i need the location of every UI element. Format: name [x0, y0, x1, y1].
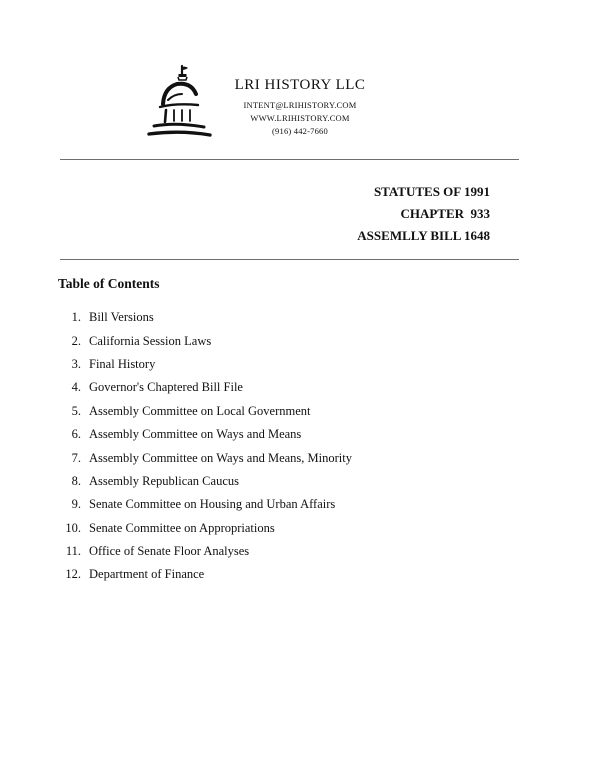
- toc-item-label: Bill Versions: [89, 310, 154, 325]
- toc-item-number: 2.: [71, 333, 81, 348]
- toc-item-label: Governor's Chaptered Bill File: [89, 380, 243, 395]
- top-divider: [60, 159, 519, 160]
- toc-item-number: 6.: [71, 427, 81, 442]
- toc-item-label: California Session Laws: [89, 333, 212, 348]
- toc-item: [60, 563, 352, 586]
- toc-item: [60, 517, 352, 540]
- toc-item-number: 9.: [71, 497, 81, 512]
- toc-item: [60, 493, 352, 516]
- toc-item-label: Senate Committee on Appropriations: [89, 520, 275, 535]
- company-name: LRI HISTORY LLC: [234, 77, 366, 93]
- toc-item-label: Assembly Committee on Local Government: [89, 403, 311, 418]
- toc-title: Table of Contents: [58, 276, 160, 291]
- toc-item-label: Assembly Committee on Ways and Means: [89, 427, 302, 442]
- toc-item-number: 3.: [71, 356, 81, 371]
- toc-item-number: 4.: [71, 380, 81, 395]
- toc-item-label: Assembly Committee on Ways and Means, Minority: [89, 450, 352, 465]
- toc-item: [60, 470, 352, 493]
- bottom-divider: [60, 259, 519, 260]
- toc-item-number: 7.: [71, 450, 81, 465]
- company-email: INTENT@LRIHISTORY.COM: [243, 100, 357, 110]
- toc-item-label: Office of Senate Floor Analyses: [89, 544, 250, 559]
- toc-item-label: Final History: [89, 356, 156, 371]
- toc-item-number: 5.: [71, 403, 81, 418]
- toc-item: [60, 423, 352, 446]
- statute-year: STATUTES OF 1991: [373, 184, 490, 199]
- toc-item: [60, 400, 352, 423]
- toc-item-label: Department of Finance: [89, 567, 205, 582]
- toc-list: [60, 306, 352, 587]
- toc-item: [60, 306, 352, 329]
- toc-item: [60, 376, 352, 399]
- bill-number: ASSEMLLY BILL 1648: [357, 228, 490, 243]
- toc-item-number: 8.: [71, 473, 81, 488]
- toc-item-number: 11.: [65, 544, 81, 559]
- toc-item-number: 10.: [65, 520, 81, 535]
- capitol-dome-icon: [146, 64, 212, 140]
- toc-item-label: Assembly Republican Caucus: [89, 473, 239, 488]
- company-website: WWW.LRIHISTORY.COM: [250, 113, 350, 123]
- toc-item: [60, 446, 352, 469]
- company-info: [222, 76, 378, 138]
- toc-item-number: 12.: [65, 567, 81, 582]
- toc-item-label: Senate Committee on Housing and Urban Affairs: [89, 497, 336, 512]
- toc-item-number: 1.: [71, 310, 81, 325]
- toc-item: [60, 540, 352, 563]
- toc-item: [60, 329, 352, 352]
- company-phone: (916) 442-7660: [272, 126, 328, 136]
- toc-item: [60, 353, 352, 376]
- chapter-number: CHAPTER 933: [400, 206, 490, 221]
- statute-info: [357, 181, 490, 247]
